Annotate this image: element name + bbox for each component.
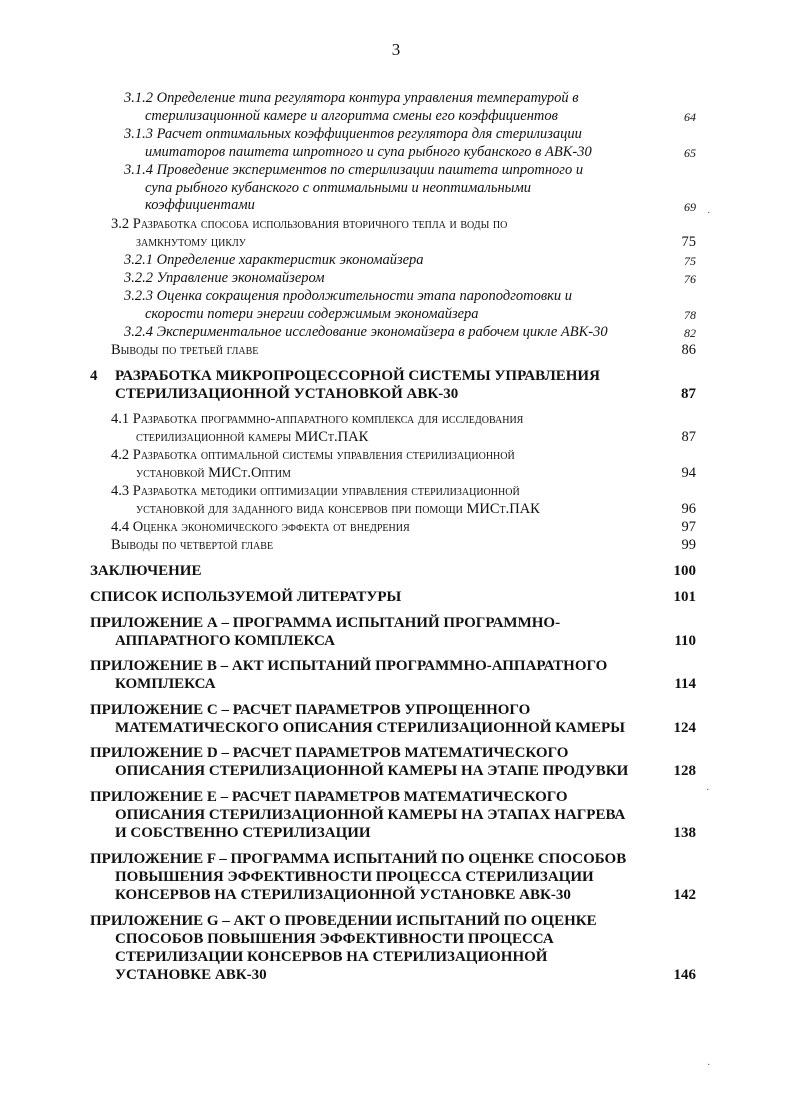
toc-entry-text: ПРИЛОЖЕНИЕ А – ПРОГРАММА ИСПЫТАНИЙ ПРОГРАММНО- xyxy=(90,615,561,631)
toc-entry-text: КОМПЛЕКСА xyxy=(115,676,216,692)
toc-page-number: 69 xyxy=(684,200,696,214)
toc-entry-text: Выводы по четвертой главе xyxy=(111,537,274,553)
toc-page-number: 75 xyxy=(684,254,696,268)
toc-page-number: 146 xyxy=(673,967,696,983)
toc-entry-text: МАТЕМАТИЧЕСКОГО ОПИСАНИЯ СТЕРИЛИЗАЦИОННОЙ КАМЕРЫ xyxy=(115,720,625,736)
toc-entry-text: УСТАНОВКЕ АВК-30 xyxy=(115,967,267,983)
toc-page-number: 94 xyxy=(681,465,696,481)
chapter-number: 4 xyxy=(90,368,98,384)
toc-entry-text: СТЕРИЛИЗАЦИИ КОНСЕРВОВ НА СТЕРИЛИЗАЦИОННОЙ xyxy=(115,949,548,965)
toc-entry-text: 3.2.1 Определение характеристик экономайзера xyxy=(124,252,424,268)
toc-page-number: 114 xyxy=(674,676,696,692)
scan-speck: · xyxy=(707,1060,711,1071)
toc-entry-text: ПРИЛОЖЕНИЕ C – РАСЧЕТ ПАРАМЕТРОВ УПРОЩЕННОГО xyxy=(90,702,531,718)
toc-entry-text: СПИСОК ИСПОЛЬЗУЕМОЙ ЛИТЕРАТУРЫ xyxy=(90,589,402,605)
toc-page-number: 128 xyxy=(673,763,696,779)
toc-entry-text: 3.2.3 Оценка сокращения продолжительности этапа пароподготовки и xyxy=(124,288,573,304)
toc-entry-text: ПРИЛОЖЕНИЕ D – РАСЧЕТ ПАРАМЕТРОВ МАТЕМАТИЧЕСКОГО xyxy=(90,745,569,761)
toc-entry-text: 3.1.3 Расчет оптимальных коэффициентов регулятора для стерилизации xyxy=(124,126,582,142)
toc-page-number: 86 xyxy=(681,342,696,358)
toc-entry-text: ПРИЛОЖЕНИЕ G – АКТ О ПРОВЕДЕНИИ ИСПЫТАНИЙ ПО ОЦЕНКЕ xyxy=(90,913,597,929)
toc-entry-text: 4.3 Разработка методики оптимизации управления стерилизационной xyxy=(111,483,520,499)
toc-entry-text: 3.2.4 Экспериментальное исследование экономайзера в рабочем цикле АВК-30 xyxy=(124,324,608,340)
scan-speck: · xyxy=(706,785,710,796)
toc-entry-text: стерилизационной камеры МИСт.ПАК xyxy=(136,429,369,445)
toc-page-number: 138 xyxy=(673,825,696,841)
toc-entry-text: 3.1.2 Определение типа регулятора контура управления температурой в xyxy=(124,90,579,106)
toc-page-number: 78 xyxy=(684,308,696,322)
toc-page-number: 82 xyxy=(684,326,696,340)
toc-page-number: 76 xyxy=(684,272,696,286)
toc-page-number: 99 xyxy=(681,537,696,553)
toc-page-number: 97 xyxy=(681,519,696,535)
toc-entry-text: 4.1 Разработка программно-аппаратного комплекса для исследования xyxy=(111,411,524,427)
toc-entry-text: 4.4 Оценка экономического эффекта от внедрения xyxy=(111,519,410,535)
toc-entry-text: ЗАКЛЮЧЕНИЕ xyxy=(90,563,202,579)
toc-entry-text: установкой МИСт.Оптим xyxy=(136,465,291,481)
toc-page-number: 64 xyxy=(684,110,696,124)
toc-entry-text: 3.2.2 Управление экономайзером xyxy=(124,270,325,286)
toc-page-number: 87 xyxy=(681,386,696,402)
toc-entry-text: СПОСОБОВ ПОВЫШЕНИЯ ЭФФЕКТИВНОСТИ ПРОЦЕССА xyxy=(115,931,554,947)
toc-page-number: 65 xyxy=(684,146,696,160)
toc-entry-text: РАЗРАБОТКА МИКРОПРОЦЕССОРНОЙ СИСТЕМЫ УПРАВЛЕНИЯ xyxy=(115,368,600,384)
toc-page-number: 96 xyxy=(681,501,696,517)
toc-entry-text: ПРИЛОЖЕНИЕ B – АКТ ИСПЫТАНИЙ ПРОГРАММНО-АППАРАТНОГО xyxy=(90,658,608,674)
toc-page-number: 100 xyxy=(673,563,696,579)
toc-entry-text: ОПИСАНИЯ СТЕРИЛИЗАЦИОННОЙ КАМЕРЫ НА ЭТАПАХ НАГРЕВА xyxy=(115,807,626,823)
toc-page-number: 75 xyxy=(681,234,696,250)
toc-entry-text: ПРИЛОЖЕНИЕ F – ПРОГРАММА ИСПЫТАНИЙ ПО ОЦЕНКЕ СПОСОБОВ xyxy=(90,851,627,867)
toc-entry-text: ПРИЛОЖЕНИЕ E – РАСЧЕТ ПАРАМЕТРОВ МАТЕМАТИЧЕСКОГО xyxy=(90,789,568,805)
toc-entry-text: КОНСЕРВОВ НА СТЕРИЛИЗАЦИОННОЙ УСТАНОВКЕ АВК-30 xyxy=(115,887,571,903)
scan-speck: · xyxy=(707,208,711,219)
toc-entry-text: СТЕРИЛИЗАЦИОННОЙ УСТАНОВКОЙ АВК-30 xyxy=(115,386,459,402)
toc-page-number: 142 xyxy=(673,887,696,903)
toc-entry-text: замкнутому циклу xyxy=(136,234,246,250)
toc-page-number: 101 xyxy=(673,589,696,605)
toc-entry-text: имитаторов паштета шпротного и супа рыбного кубанского в АВК-30 xyxy=(145,144,592,160)
toc-entry-text: супа рыбного кубанского с оптимальными и неоптимальными xyxy=(145,180,531,196)
toc-page-number: 124 xyxy=(673,720,696,736)
toc-page-number: 87 xyxy=(681,429,696,445)
toc-entry-text: ОПИСАНИЯ СТЕРИЛИЗАЦИОННОЙ КАМЕРЫ НА ЭТАПЕ ПРОДУВКИ xyxy=(115,763,629,779)
toc-entry-text: коэффициентами xyxy=(145,197,255,213)
toc-entry-text: стерилизационной камере и алгоритма смены его коэффициентов xyxy=(145,108,558,124)
toc-entry-text: АППАРАТНОГО КОМПЛЕКСА xyxy=(115,633,335,649)
toc-entry-text: скорости потери энергии содержимым экономайзера xyxy=(145,306,479,322)
toc-entry-text: Выводы по третьей главе xyxy=(111,342,259,358)
toc-entry-text: установкой для заданного вида консервов при помощи МИСт.ПАК xyxy=(136,501,540,517)
toc-entry-text: 4.2 Разработка оптимальной системы управления стерилизационной xyxy=(111,447,515,463)
toc-entry-text: 3.2 Разработка способа использования вторичного тепла и воды по xyxy=(111,216,508,232)
page-number: 3 xyxy=(391,40,401,59)
toc-page-number: 110 xyxy=(674,633,696,649)
toc-entry-text: ПОВЫШЕНИЯ ЭФФЕКТИВНОСТИ ПРОЦЕССА СТЕРИЛИЗАЦИИ xyxy=(115,869,594,885)
toc-entry-text: 3.1.4 Проведение экспериментов по стерилизации паштета шпротного и xyxy=(124,162,584,178)
toc-entry-text: И СОБСТВЕННО СТЕРИЛИЗАЦИИ xyxy=(115,825,371,841)
